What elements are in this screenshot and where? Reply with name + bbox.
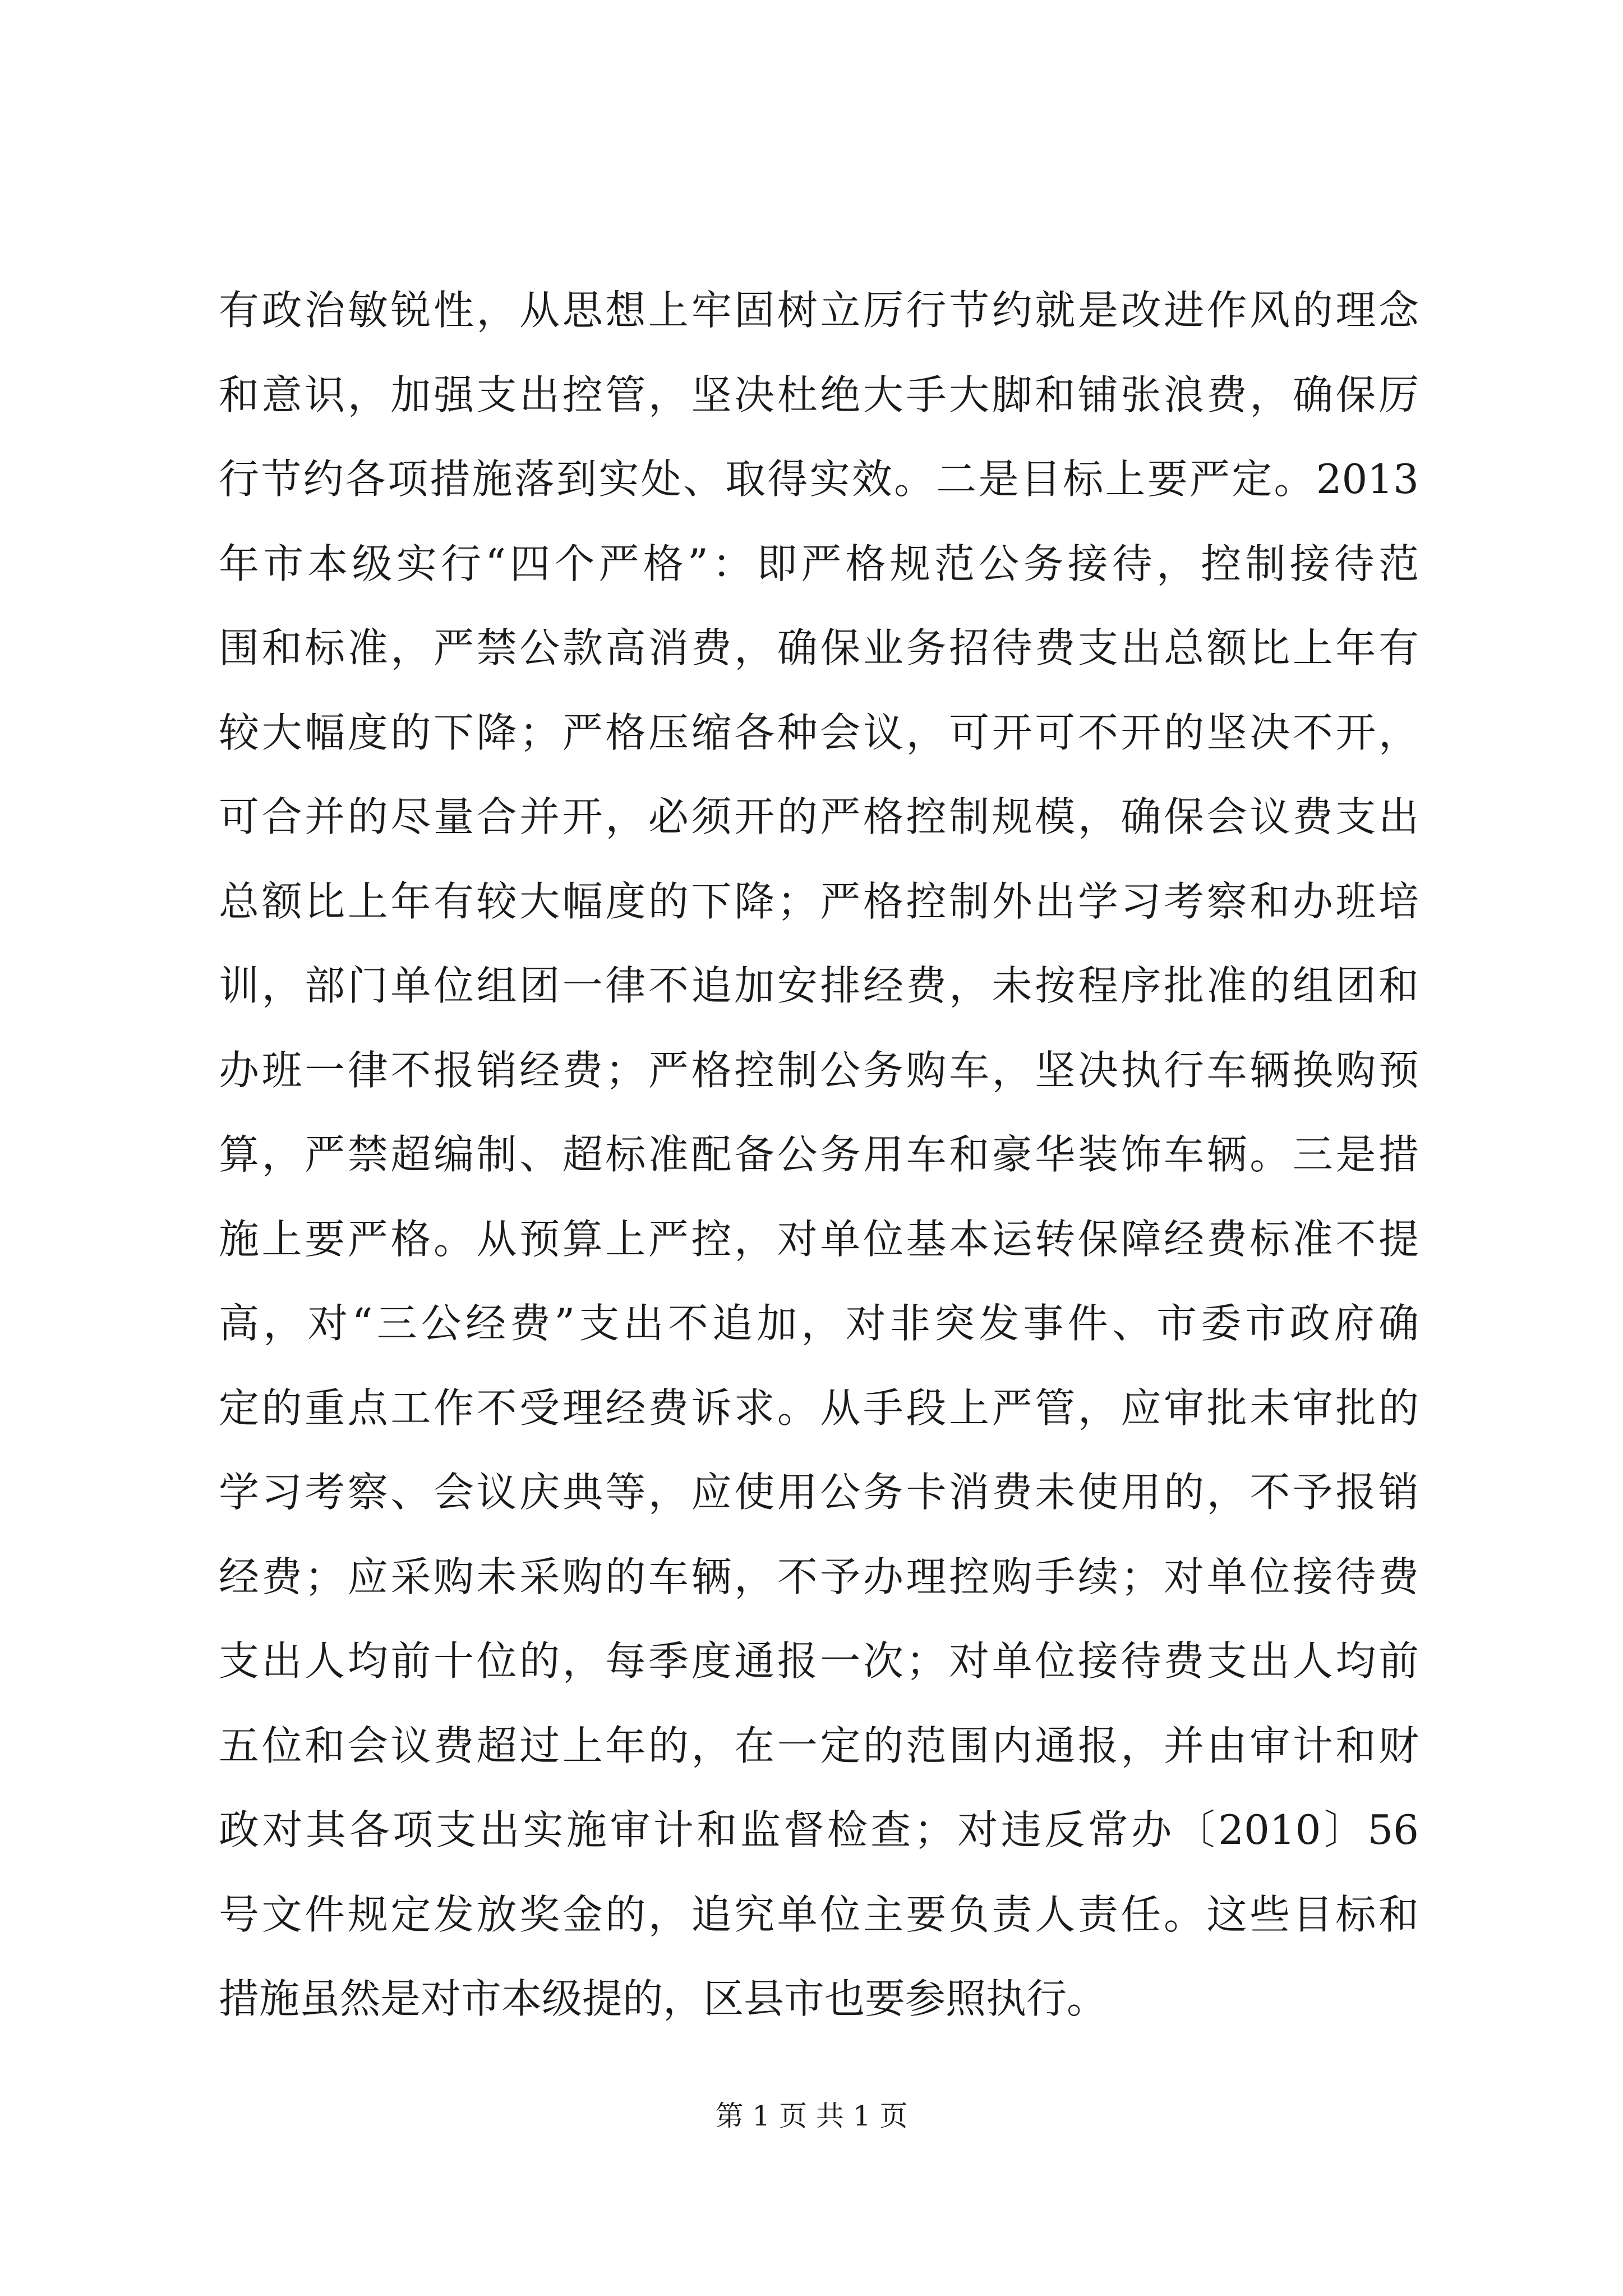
text-line: 五位和会议费超过上年的，在一定的范围内通报，并由审计和财 <box>219 1722 1419 1769</box>
body-paragraph <box>219 268 1419 2041</box>
text-line: 办班一律不报销经费；严格控制公务购车，坚决执行车辆换购预 <box>219 1046 1419 1094</box>
text-line: 较大幅度的下降；严格压缩各种会议，可开可不开的坚决不开， <box>219 708 1419 756</box>
text-line: 算，严禁超编制、超标准配备公务用车和豪华装饰车辆。三是措 <box>219 1131 1419 1178</box>
text-line: 学习考察、会议庆典等，应使用公务卡消费未使用的，不予报销 <box>219 1469 1419 1516</box>
text-line: 和意识，加强支出控管，坚决杜绝大手大脚和铺张浪费，确保厉 <box>219 371 1419 418</box>
text-line: 政对其各项支出实施审计和监督检查；对违反常办〔2010〕56 <box>219 1806 1419 1853</box>
text-line: 围和标准，严禁公款高消费，确保业务招待费支出总额比上年有 <box>219 624 1419 671</box>
text-line: 总额比上年有较大幅度的下降；严格控制外出学习考察和办班培 <box>219 877 1419 925</box>
text-line: 训，部门单位组团一律不追加安排经费，未按程序批准的组团和 <box>219 962 1419 1009</box>
text-line: 高，对“三公经费”支出不追加，对非突发事件、市委市政府确 <box>219 1300 1419 1347</box>
text-line: 可合并的尽量合并开，必须开的严格控制规模，确保会议费支出 <box>219 793 1419 840</box>
text-line: 号文件规定发放奖金的，追究单位主要负责人责任。这些目标和 <box>219 1890 1419 1938</box>
text-line: 行节约各项措施落到实处、取得实效。二是目标上要严定。2013 <box>219 455 1419 503</box>
text-line: 施上要严格。从预算上严控，对单位基本运转保障经费标准不提 <box>219 1215 1419 1263</box>
text-line: 经费；应采购未采购的车辆，不予办理控购手续；对单位接待费 <box>219 1553 1419 1600</box>
text-line: 定的重点工作不受理经费诉求。从手段上严管，应审批未审批的 <box>219 1384 1419 1432</box>
text-line: 措施虽然是对市本级提的，区县市也要参照执行。 <box>219 1975 1108 2022</box>
text-line: 有政治敏锐性，从思想上牢固树立厉行节约就是改进作风的理念 <box>219 287 1419 334</box>
text-line: 年市本级实行“四个严格”：即严格规范公务接待，控制接待范 <box>219 540 1419 587</box>
text-line: 支出人均前十位的，每季度通报一次；对单位接待费支出人均前 <box>219 1637 1419 1685</box>
page-footer: 第 1 页 共 1 页 <box>715 2100 908 2132</box>
